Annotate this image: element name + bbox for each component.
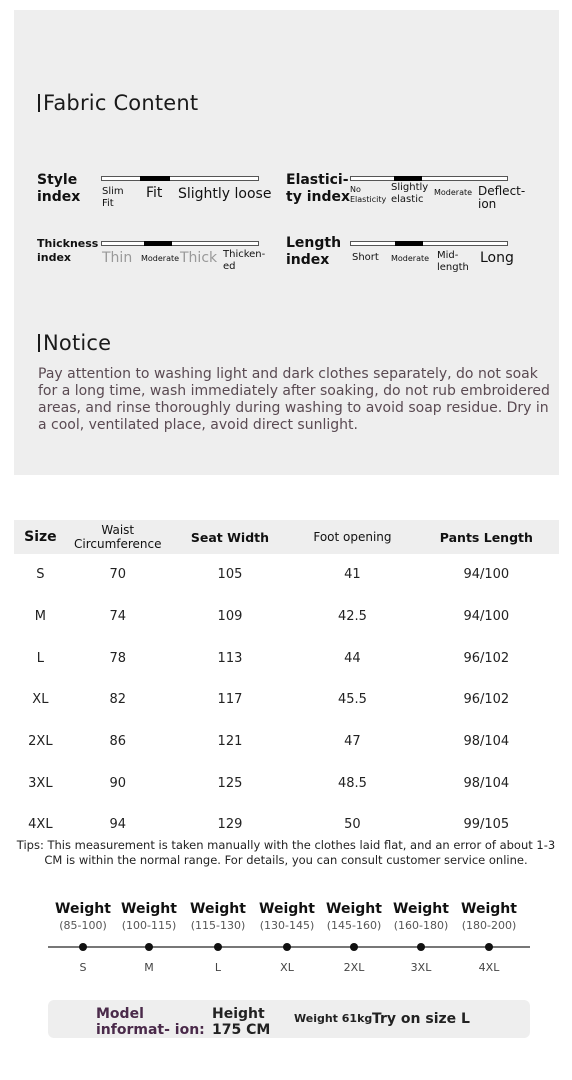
weight-scale-dot	[283, 943, 291, 951]
table-row	[14, 679, 559, 721]
table-cell: 94/100	[463, 609, 510, 625]
weight-size-label: 4XL	[478, 961, 500, 974]
thickness-option-thickened: Thicken- ed	[223, 249, 266, 272]
weight-label: Weight	[121, 901, 177, 917]
elasticity-option-moderate: Moderate	[434, 188, 473, 197]
table-cell: 78	[109, 650, 127, 666]
table-cell: 48.5	[337, 775, 367, 791]
thickness-option-thin: Thin	[102, 250, 133, 266]
table-cell: 45.5	[337, 692, 367, 708]
table-cell: 129	[217, 817, 243, 833]
elasticity-index-marker	[394, 176, 422, 181]
weight-scale-dot	[350, 943, 358, 951]
table-row	[14, 554, 559, 596]
table-cell: 96/102	[463, 650, 510, 666]
measurement-tips: Tips: This measurement is taken manually with the clothes laid flat, and an error of about 1-3 CM is within the normal range. For details, you can consult customer service online.	[16, 838, 556, 867]
header-foot-opening: Foot opening	[291, 520, 414, 554]
table-cell: 109	[217, 609, 243, 625]
weight-scale-dot	[214, 943, 222, 951]
table-cell: 44	[344, 650, 361, 666]
elasticity-option-slightly-elastic: Slightly elastic	[391, 182, 429, 205]
thickness-index-label: Thickness index	[37, 237, 99, 264]
style-index-marker	[140, 176, 170, 181]
table-row	[14, 762, 559, 804]
weight-range: (100-115)	[121, 919, 177, 932]
table-cell: 98/104	[463, 775, 510, 791]
notice-heading	[38, 331, 111, 355]
thickness-index-bar	[101, 241, 259, 246]
elasticity-index-bar	[350, 176, 508, 181]
table-cell: 74	[109, 609, 127, 625]
weight-size-label: S	[79, 961, 87, 974]
weight-size-label: 2XL	[343, 961, 365, 974]
table-cell: 99/105	[463, 817, 510, 833]
weight-size-label: 3XL	[410, 961, 432, 974]
table-cell: 3XL	[28, 775, 53, 791]
table-cell: 4XL	[28, 817, 53, 833]
header-size: Size	[14, 520, 67, 554]
thickness-option-moderate: Moderate	[141, 254, 180, 263]
table-row	[14, 721, 559, 763]
weight-scale-dot	[145, 943, 153, 951]
table-header-row	[14, 520, 559, 554]
elasticity-option-deflection: Deflect- ion	[478, 184, 526, 211]
weight-range: (180-200)	[461, 919, 517, 932]
heading-bracket	[38, 334, 40, 352]
weight-item	[449, 901, 529, 934]
header-seat-width: Seat Width	[169, 520, 291, 554]
table-cell: 82	[109, 692, 127, 708]
table-cell: 47	[344, 734, 361, 750]
elasticity-option-no-elasticity: No Elasticity	[350, 185, 387, 204]
weight-range: (115-130)	[190, 919, 246, 932]
table-cell: XL	[32, 692, 49, 708]
notice-text: Pay attention to washing light and dark clothes separately, do not soak for a long time, wash immediately after soaking, do not rub embroidered areas, and rinse thoroughly during washing to avoid soap residue. Dry in a cool, ventilated place, avoid direct sunlight.	[38, 366, 550, 433]
table-cell: 90	[109, 775, 127, 791]
model-height: Height 175 CM	[212, 1006, 271, 1038]
model-try-on-size: Try on size L	[372, 1011, 470, 1027]
table-cell: 121	[217, 734, 243, 750]
length-option-long: Long	[480, 250, 514, 266]
weight-size-label: XL	[280, 961, 294, 974]
weight-size-label: M	[144, 961, 154, 974]
length-index-label: Length index	[286, 235, 342, 268]
weight-range: (160-180)	[393, 919, 449, 932]
model-weight: Weight 61kg	[294, 1012, 373, 1025]
table-cell: 117	[217, 692, 243, 708]
weight-size-label: L	[214, 961, 222, 974]
table-row	[14, 637, 559, 679]
header-waist-circumference: Waist Circumference	[67, 520, 169, 554]
table-cell: M	[34, 609, 46, 625]
length-option-mid-length: Mid- length	[437, 250, 469, 273]
header-pants-length: Pants Length	[414, 520, 559, 554]
style-index-label: Style index	[37, 172, 81, 205]
table-cell: 105	[217, 567, 243, 583]
elasticity-index-label: Elastici- ty index	[286, 172, 351, 205]
table-cell: 86	[109, 734, 127, 750]
weight-label: Weight	[326, 901, 382, 917]
table-row	[14, 596, 559, 638]
notice-title: Notice	[43, 331, 112, 355]
size-chart-table	[14, 520, 559, 846]
table-cell: L	[36, 650, 44, 666]
table-cell: 94/100	[463, 567, 510, 583]
weight-scale-dot	[485, 943, 493, 951]
fabric-content-heading	[38, 91, 198, 115]
table-cell: 41	[344, 567, 361, 583]
weight-scale-dot	[417, 943, 425, 951]
table-cell: 125	[217, 775, 243, 791]
table-cell: 98/104	[463, 734, 510, 750]
style-option-slightly-loose: Slightly loose	[178, 186, 272, 202]
style-index-bar	[101, 176, 259, 181]
heading-bracket	[38, 94, 40, 112]
table-cell: 42.5	[337, 609, 367, 625]
length-option-short: Short	[352, 252, 379, 263]
weight-label: Weight	[55, 901, 111, 917]
table-cell: 50	[344, 817, 361, 833]
style-option-fit: Fit	[146, 185, 163, 201]
fabric-content-title: Fabric Content	[43, 91, 199, 115]
weight-label: Weight	[393, 901, 449, 917]
weight-label: Weight	[259, 901, 315, 917]
weight-label: Weight	[190, 901, 246, 917]
weight-range: (85-100)	[59, 919, 107, 932]
table-cell: 70	[109, 567, 127, 583]
weight-item	[109, 901, 189, 934]
thickness-index-marker	[144, 241, 172, 246]
style-option-slim-fit: Slim Fit	[102, 186, 124, 209]
table-cell: 94	[109, 817, 127, 833]
table-cell: 96/102	[463, 692, 510, 708]
model-info-label: Model informat- ion:	[96, 1006, 205, 1038]
weight-range: (130-145)	[259, 919, 315, 932]
weight-range: (145-160)	[326, 919, 382, 932]
weight-scale-dot	[79, 943, 87, 951]
table-cell: 2XL	[28, 734, 53, 750]
length-index-marker	[395, 241, 423, 246]
table-cell: S	[36, 567, 45, 583]
thickness-option-thick: Thick	[180, 250, 218, 266]
length-option-moderate: Moderate	[391, 254, 430, 263]
table-cell: 113	[217, 650, 243, 666]
weight-label: Weight	[461, 901, 517, 917]
length-index-bar	[350, 241, 508, 246]
weight-item	[178, 901, 258, 934]
